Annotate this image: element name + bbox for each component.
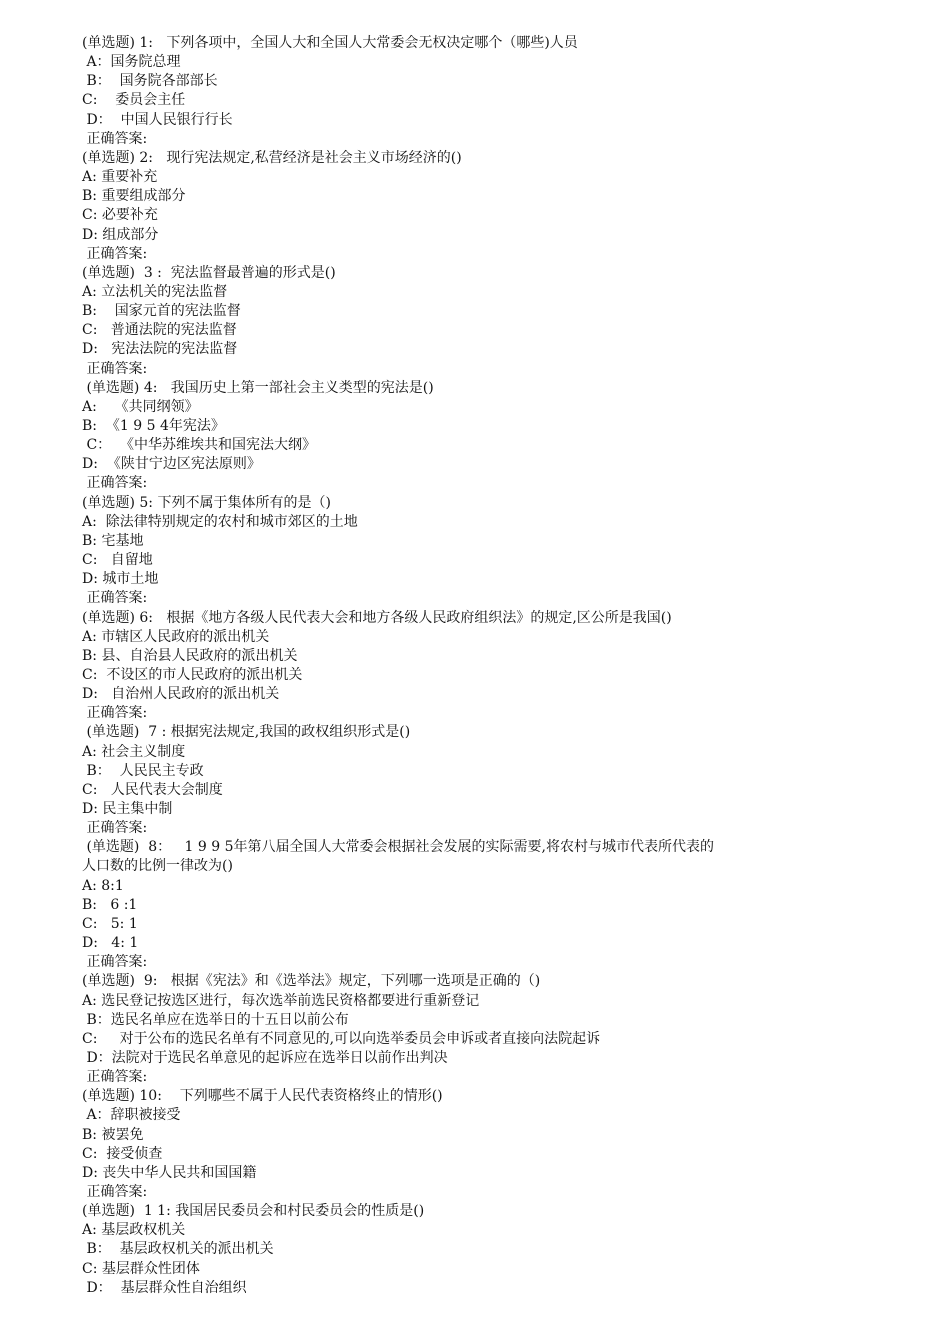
question-heading: (单选题) 7 : 根据宪法规定,我国的政权组织形式是() bbox=[82, 724, 411, 741]
question-heading: (单选题) 1 1: 我国居民委员会和村民委员会的性质是() bbox=[82, 1203, 425, 1220]
answer-option: D: 丧失中华人民共和国国籍 bbox=[82, 1164, 257, 1181]
answer-option: B： 人民民主专政 bbox=[82, 762, 204, 779]
answer-option: A: 8:1 bbox=[82, 877, 124, 894]
answer-option: D: 城市土地 bbox=[82, 571, 159, 588]
answer-option: A：辞职被接受 bbox=[82, 1107, 181, 1124]
answer-option: D: 民主集中制 bbox=[82, 801, 173, 817]
correct-answer-label: 正确答案: bbox=[82, 590, 148, 607]
answer-option: B: 宅基地 bbox=[82, 532, 144, 549]
question-heading-continued: 人口数的比例一律改为() bbox=[82, 858, 233, 875]
answer-option: C: 人民代表大会制度 bbox=[82, 781, 223, 798]
answer-option: D：法院对于选民名单意见的起诉应在选举日以前作出判决 bbox=[82, 1049, 448, 1066]
correct-answer-label: 正确答案: bbox=[82, 954, 148, 971]
question-heading: (单选题) 8： 1 9 9 5年第八届全国人大常委会根据社会发展的实际需要,将农村与城市代表所代表的 bbox=[82, 839, 714, 856]
question-heading: (单选题) 3 : 宪法监督最普遍的形式是() bbox=[82, 264, 336, 281]
answer-option: B: 国家元首的宪法监督 bbox=[82, 303, 241, 320]
correct-answer-label: 正确答案: bbox=[82, 245, 148, 262]
answer-option: D: 自治州人民政府的派出机关 bbox=[82, 686, 280, 703]
answer-option: C: 自留地 bbox=[82, 552, 153, 569]
answer-option: A: 市辖区人民政府的派出机关 bbox=[82, 628, 270, 645]
answer-option: B: 重要组成部分 bbox=[82, 188, 186, 205]
answer-option: A: 立法机关的宪法监督 bbox=[82, 283, 228, 300]
answer-option: D: 宪法法院的宪法监督 bbox=[82, 341, 238, 358]
question-heading: (单选题) 1: 下列各项中，全国人大和全国人大常委会无权决定哪个（哪些)人员 bbox=[82, 35, 578, 51]
question-heading: (单选题) 9: 根据《宪法》和《选举法》规定，下列哪一选项是正确的（) bbox=[82, 973, 541, 990]
correct-answer-label: 正确答案: bbox=[82, 130, 148, 147]
question-heading: (单选题) 2: 现行宪法规定,私营经济是社会主义市场经济的() bbox=[82, 149, 462, 166]
answer-option: D: 《陕甘宁边区宪法原则》 bbox=[82, 456, 261, 473]
answer-option: A: 社会主义制度 bbox=[82, 743, 186, 760]
answer-option: D： 基层群众性自治组织 bbox=[82, 1279, 247, 1296]
answer-option: C: 对于公布的选民名单有不同意见的,可以向选举委员会申诉或者直接向法院起诉 bbox=[82, 1030, 601, 1047]
answer-option: C: 必要补充 bbox=[82, 207, 158, 224]
answer-option: D： 中国人民银行行长 bbox=[82, 111, 233, 128]
answer-option: A: 选民登记按选区进行，每次选举前选民资格都要进行重新登记 bbox=[82, 992, 480, 1009]
correct-answer-label: 正确答案: bbox=[82, 475, 148, 492]
answer-option: C: 接受侦查 bbox=[82, 1145, 163, 1162]
question-heading: (单选题) 5: 下列不属于集体所有的是（) bbox=[82, 494, 331, 511]
answer-option: A：国务院总理 bbox=[82, 54, 181, 71]
answer-option: C: 不设区的市人民政府的派出机关 bbox=[82, 666, 303, 683]
correct-answer-label: 正确答案: bbox=[82, 1184, 148, 1200]
question-heading: (单选题) 6: 根据《地方各级人民代表大会和地方各级人民政府组织法》的规定,区公所是我国() bbox=[82, 609, 672, 626]
question-heading: (单选题) 4: 我国历史上第一部社会主义类型的宪法是() bbox=[82, 379, 434, 396]
correct-answer-label: 正确答案: bbox=[82, 360, 148, 377]
correct-answer-label: 正确答案: bbox=[82, 1069, 148, 1086]
answer-option: B: 《1 9 5 4年宪法》 bbox=[82, 418, 225, 434]
answer-option: D: 4: 1 bbox=[82, 935, 139, 952]
answer-option: A: 除法律特别规定的农村和城市郊区的土地 bbox=[82, 513, 358, 530]
answer-option: A: 基层政权机关 bbox=[82, 1222, 186, 1239]
answer-option: B：选民名单应在选举日的十五日以前公布 bbox=[82, 1011, 349, 1028]
answer-option: A: 重要补充 bbox=[82, 169, 158, 186]
answer-option: B: 6 :1 bbox=[82, 896, 138, 913]
answer-option: C： 《中华苏维埃共和国宪法大纲》 bbox=[82, 437, 317, 454]
answer-option: B： 基层政权机关的派出机关 bbox=[82, 1241, 274, 1258]
correct-answer-label: 正确答案: bbox=[82, 820, 148, 837]
answer-option: C: 5: 1 bbox=[82, 915, 138, 932]
question-heading: (单选题) 10: 下列哪些不属于人民代表资格终止的情形() bbox=[82, 1088, 443, 1105]
answer-option: C: 委员会主任 bbox=[82, 92, 186, 109]
answer-option: C: 普通法院的宪法监督 bbox=[82, 322, 237, 339]
answer-option: D: 组成部分 bbox=[82, 226, 159, 243]
answer-option: B： 国务院各部部长 bbox=[82, 73, 218, 90]
answer-option: C: 基层群众性团体 bbox=[82, 1260, 200, 1277]
answer-option: B: 县、自治县人民政府的派出机关 bbox=[82, 647, 298, 664]
answer-option: B: 被罢免 bbox=[82, 1126, 144, 1143]
answer-option: A: 《共同纲领》 bbox=[82, 398, 199, 415]
correct-answer-label: 正确答案: bbox=[82, 705, 148, 722]
